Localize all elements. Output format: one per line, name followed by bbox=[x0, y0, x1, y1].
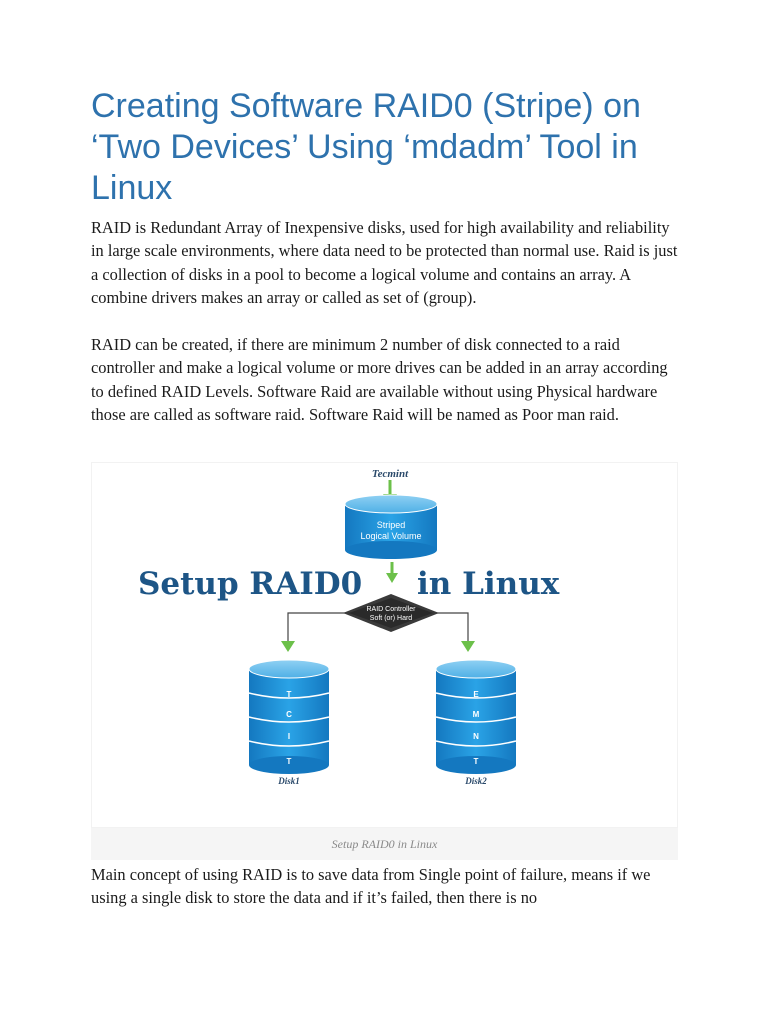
figure bbox=[91, 462, 678, 860]
disk2-letter-2: M bbox=[472, 710, 480, 719]
disk1-letter-3: I bbox=[287, 732, 291, 741]
disk2-letter-4: T bbox=[473, 757, 479, 766]
banner-setup-raid0: Setup RAID0 bbox=[138, 566, 363, 602]
figure-caption: Setup RAID0 in Linux bbox=[331, 837, 438, 851]
arrow-into-disk1 bbox=[281, 641, 295, 652]
volume-label-line2: Logical Volume bbox=[360, 531, 422, 541]
disk1-label: Disk1 bbox=[278, 776, 300, 786]
paragraph-intro: RAID is Redundant Array of Inexpensive disks, used for high availability and reliability in large scale environments, where data need to be protected than normal use. Raid is just a collection of disks in a pool to become a logical volume and contains an array. A combine drivers makes an array or called as set of (group). bbox=[91, 218, 678, 308]
disk1-letter-2: C bbox=[286, 710, 292, 719]
disk2-letter-3: N bbox=[473, 732, 479, 741]
raid0-diagram-svg bbox=[91, 462, 678, 828]
volume-label-line1: Striped bbox=[376, 520, 406, 530]
disk1-cylinder bbox=[249, 660, 329, 774]
controller-label-line2: Soft (or) Hard bbox=[369, 615, 413, 622]
paragraph-main-concept: Main concept of using RAID is to save data from Single point of failure, means if we using a single disk to store the data and if it’s failed, then there is no bbox=[91, 865, 651, 908]
disk2-label: Disk2 bbox=[465, 776, 487, 786]
banner-in-linux: in Linux bbox=[417, 566, 560, 602]
connector-right bbox=[436, 613, 468, 642]
disk2-cylinder bbox=[436, 660, 516, 774]
raid0-diagram bbox=[91, 462, 678, 828]
brand-label: Tecmint bbox=[371, 468, 409, 480]
paragraph-raid-creation: RAID can be created, if there are minimum 2 number of disk connected to a raid controller and make a logical volume or more drives can be added in an array according to defined RAID Levels. Software Raid are available without using Physical hardware those are called as software raid. Software Raid will be named as Poor man raid. bbox=[91, 335, 668, 425]
arrow-head-controller bbox=[386, 573, 398, 583]
arrow-into-disk2 bbox=[461, 641, 475, 652]
striped-volume-cylinder bbox=[345, 495, 437, 559]
page-title: Creating Software RAID0 (Stripe) on ‘Two Devices’ Using ‘mdadm’ Tool in Linux bbox=[91, 87, 641, 207]
disk1-letter-1: T bbox=[286, 690, 292, 699]
disk1-letter-4: T bbox=[286, 757, 292, 766]
disk2-letter-1: E bbox=[473, 690, 479, 699]
connector-left bbox=[288, 613, 346, 642]
controller-label-line1: RAID Controller bbox=[366, 606, 416, 613]
